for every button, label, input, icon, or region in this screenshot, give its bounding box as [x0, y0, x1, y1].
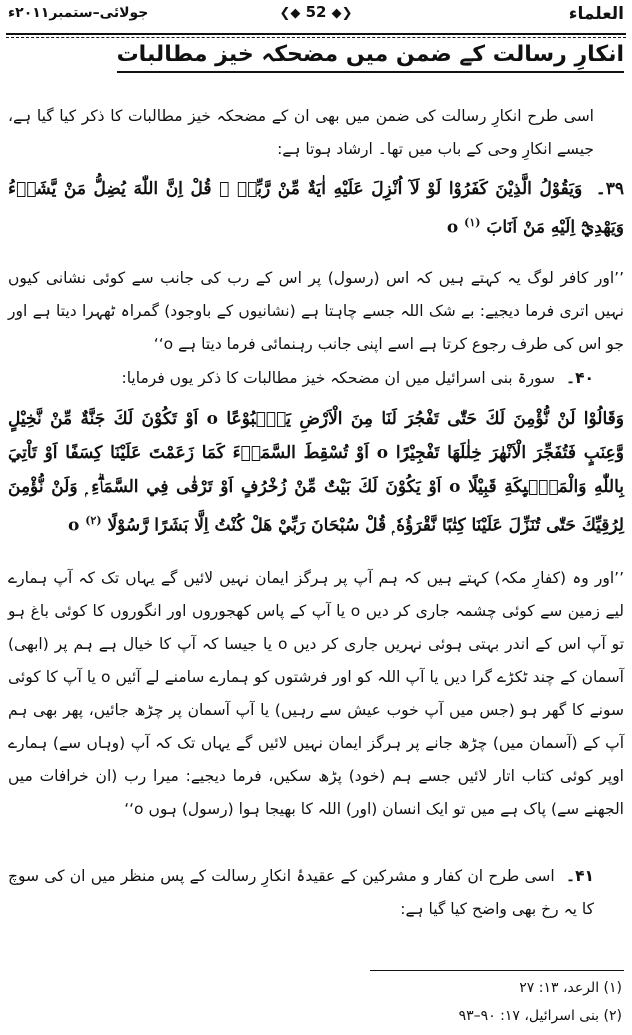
- verse-39: [8, 172, 624, 245]
- section-41-text: اسی طرح ان کفار و مشرکین کے عقیدۂ انکارِ رسالت کے پس منظر میں ان کی سوچ کا یہ رخ بھی واضح کیا گیا ہے:: [8, 867, 594, 918]
- section-41-number: ۴۱۔: [565, 867, 594, 885]
- verse-39-footnote-ref: (۱): [464, 216, 481, 229]
- section-40: [8, 362, 624, 395]
- header-rule-dashed: [6, 37, 626, 38]
- journal-name: العلماء: [568, 4, 624, 24]
- running-header: [6, 0, 626, 34]
- intro-paragraph: اسی طرح انکارِ رسالت کی ضمن میں بھی ان کے مضحکہ خیز مطالبات کا ذکر کیا گیا ہے، جیسے انکارِ وحی کے باب میں تھا۔ ارشاد ہوتا ہے:: [8, 107, 594, 158]
- footnote-1: (۱) الرعد، ۱۳: ۲۷: [519, 980, 622, 996]
- translation-39: ’’اور کافر لوگ یہ کہتے ہیں کہ اس (رسول) پر اس کے رب کی جانب سے کوئی نشانی کیوں نہیں اتری فرما دیجیے: بے شک اللہ جسے چاہتا ہے (نشانیوں کے باوجود) گمراہ ٹھہرا دیتا ہے اور جو اس کی طرف رجوع کرتا ہے اسے اپنی جانب رہنمائی فرما دیتا ہے o‘‘: [8, 269, 624, 353]
- verse-40-arabic: وَقَالُوْا لَنْ نُّؤْمِنَ لَكَ حَتّٰى تَفْجُرَ لَنَا مِنَ الْاَرْضِ يَنْۢبُوْعًا o اَوْ تَكُوْنَ لَكَ جَنَّةٌ مِّنْ نَّخِيْلٍ وَّعِنَبٍ فَتُفَجِّرَ الْاَنْهٰرَ خِلٰلَهَا تَفْجِيْرًا o اَوْ تُسْقِطَ السَّمَاۗءَ كَمَا زَعَمْتَ عَلَيْنَا كِسَفًا اَوْ تَاْتِيَ بِاللّٰهِ وَالْمَلٰۗىِٕكَةِ قَبِيْلًا o اَوْ يَكُوْنَ لَكَ بَيْتٌ مِّنْ زُخْرُفٍ اَوْ تَرْقٰى فِي السَّمَاۗءِ ۭ وَلَنْ نُّؤْمِنَ لِرُقِيِّكَ حَتّٰى تُنَزِّلَ عَلَيْنَا كِتٰبًا نَّقْرَؤُهٗ ۭ قُلْ سُبْحَانَ رَبِّيْ هَلْ كُنْتُ اِلَّا بَشَرًا رَّسُوْلًا: [8, 409, 624, 536]
- verse-40-footnote-ref: (۲): [85, 514, 102, 527]
- ornament-right-icon: ◆❯: [331, 6, 353, 21]
- verse-39-number: ۳۹۔: [595, 179, 625, 199]
- verse-39-arabic: وَيَقُوْلُ الَّذِيْنَ كَفَرُوْا لَوْ لَآ اُنْزِلَ عَلَيْهِ اٰيَةٌ مِّنْ رَّبِّهٖ ۭ قُلْ اِنَّ اللّٰهَ يُضِلُّ مَنْ يَّشَاۗءُ وَيَهْدِيْٓ اِلَيْهِ مَنْ اَنَابَ: [8, 179, 624, 238]
- header-rule: [6, 33, 626, 35]
- translation-40: ’’اور وہ (کفارِ مکہ) کہتے ہیں کہ ہم آپ پر ہرگز ایمان نہیں لائیں گے یہاں تک کہ آپ ہمارے لیے زمین سے کوئی چشمہ جاری کر دیں o یا آپ کے پاس کھجوروں اور انگوروں کا کوئی باغ ہو تو آپ اس کے اندر بہتی ہوئی نہریں جاری کر دیں o یا جیسا کہ آپ کا خیال ہے ہم پر (ابھی) آسمان کے چند ٹکڑے گرا دیں یا آپ اللہ کو اور فرشتوں کو ہمارے سامنے لے آئیں o یا آپ کا کوئی سونے کا گھر ہو (جس میں آپ خوب عیش سے رہیں) یا آپ آسمان پر چڑھ جائیں، پھر بھی ہم آپ کے (آسمان میں) چڑھ جانے پر ہرگز ایمان نہیں لائیں گے یہاں تک کہ آپ (وہاں سے) ہمارے اوپر کوئی کتاب اتار لائیں جسے ہم (خود) پڑھ سکیں، فرما دیجیے: میرا رب (ان خرافات میں الجھنے سے) پاک ہے میں تو ایک انسان (اور) اللہ کا بھیجا ہوا (رسول) ہوں o‘‘: [8, 569, 625, 818]
- page-number-ornament: [279, 3, 352, 21]
- section-40-text: سورۃ بنی اسرائیل میں ان مضحکہ خیز مطالبات کا ذکر یوں فرمایا:: [121, 369, 556, 387]
- issue-date: جولائی–ستمبر۲۰۱۱ء: [8, 5, 149, 21]
- footnote-2: (۲) بنی اسرائیل، ۱۷: ۹۰–۹۳: [458, 1008, 622, 1024]
- verse-39-end-marker: o: [446, 217, 459, 238]
- footnote-rule: [370, 970, 624, 971]
- verse-40-end-marker: o: [67, 515, 80, 536]
- page-number: 52: [305, 3, 327, 21]
- verse-40: [8, 402, 624, 543]
- ornament-left-icon: ❮◆: [279, 6, 301, 21]
- section-40-number: ۴۰۔: [565, 369, 594, 387]
- section-title: انکارِ رسالت کے ضمن میں مضحکہ خیز مطالبات: [117, 42, 624, 73]
- section-41: [8, 860, 624, 926]
